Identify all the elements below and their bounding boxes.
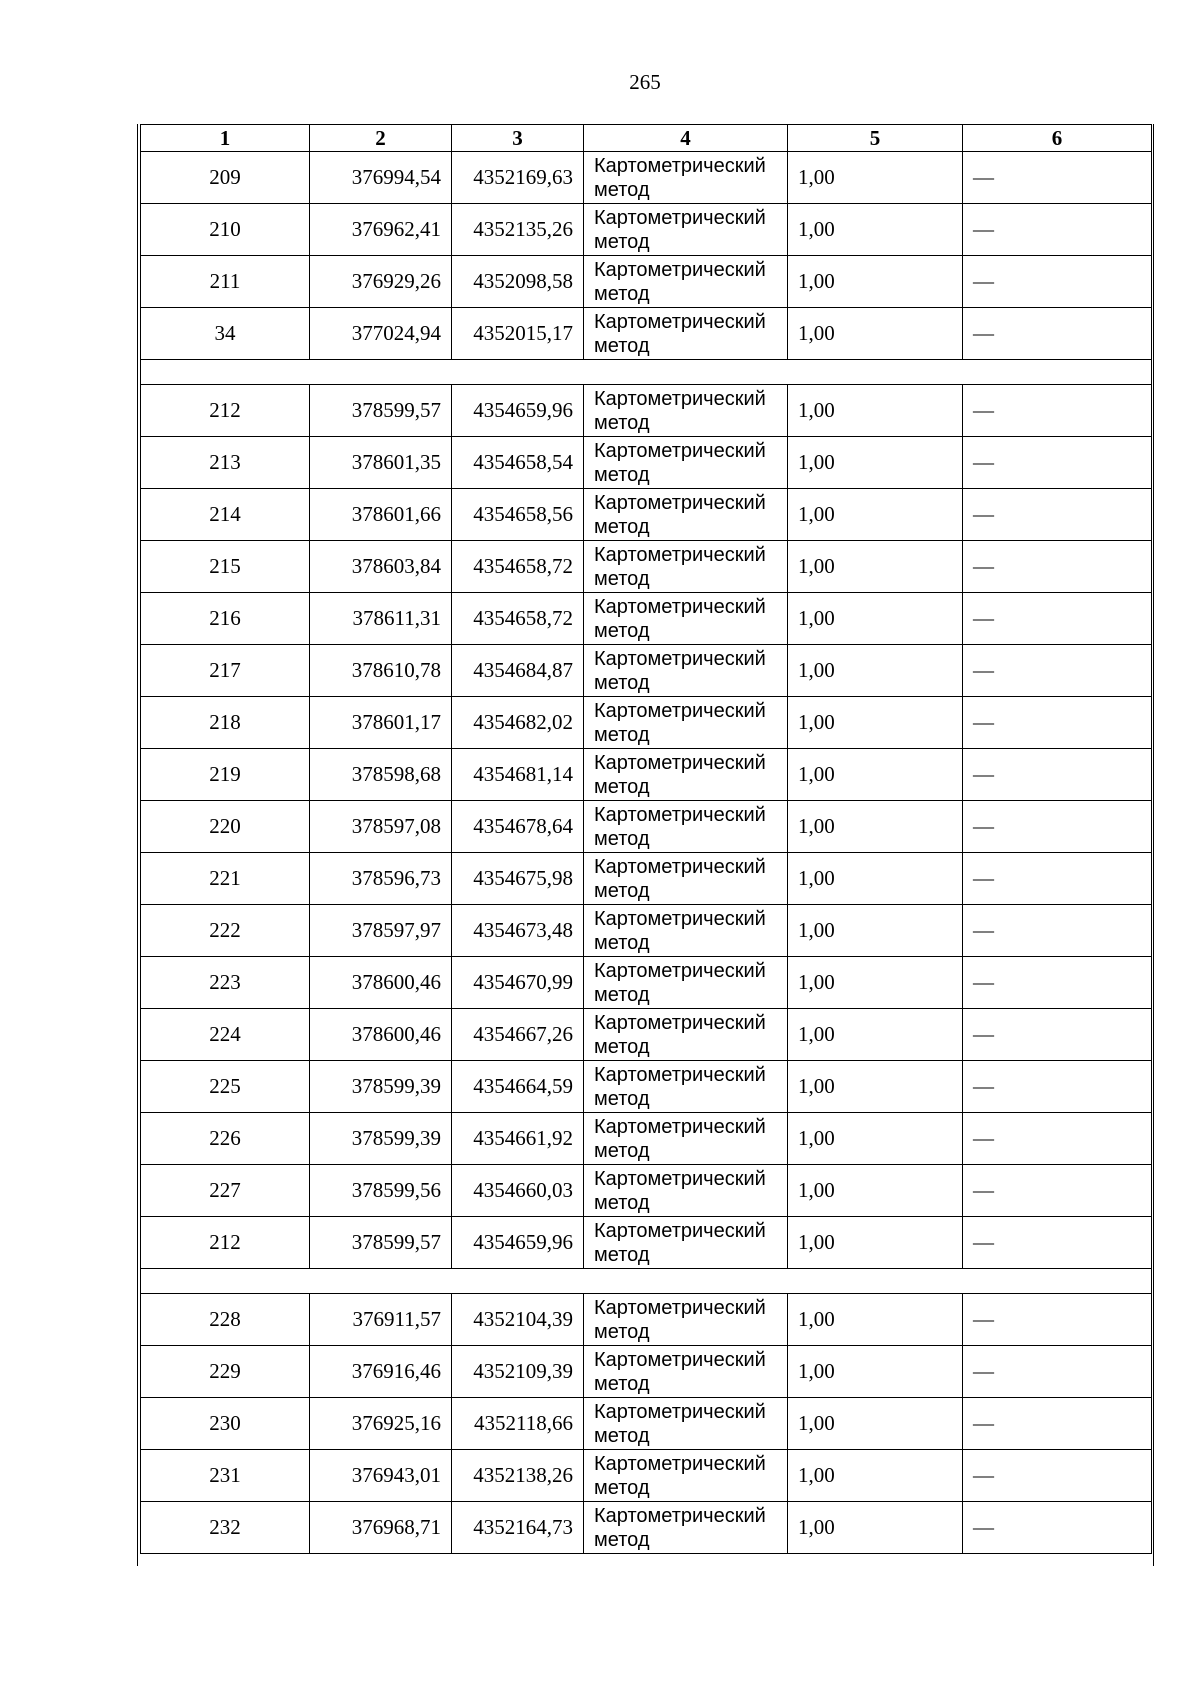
method-line2: метод bbox=[594, 1372, 650, 1395]
method-line1: Картометрический bbox=[594, 206, 766, 229]
table-row bbox=[141, 853, 1152, 905]
method-line1: Картометрический bbox=[594, 751, 766, 774]
method-line2: метод bbox=[594, 411, 650, 434]
table-row bbox=[141, 957, 1152, 1009]
table-row bbox=[141, 308, 1152, 360]
note-cell: — bbox=[963, 1502, 1152, 1554]
method-cell bbox=[584, 853, 788, 905]
method-line2: метод bbox=[594, 671, 650, 694]
precision-cell: 1,00 bbox=[788, 1502, 963, 1554]
y-coordinate-cell: 4354684,87 bbox=[452, 645, 584, 697]
note-cell: — bbox=[963, 1346, 1152, 1398]
method-line2: метод bbox=[594, 983, 650, 1006]
note-cell: — bbox=[963, 749, 1152, 801]
y-coordinate-cell: 4352135,26 bbox=[452, 204, 584, 256]
point-number-cell: 34 bbox=[141, 308, 310, 360]
method-line2: метод bbox=[594, 1087, 650, 1110]
y-coordinate-cell: 4352104,39 bbox=[452, 1294, 584, 1346]
x-coordinate-cell: 378603,84 bbox=[310, 541, 452, 593]
point-number-cell: 225 bbox=[141, 1061, 310, 1113]
table-row bbox=[141, 1294, 1152, 1346]
note-cell: — bbox=[963, 697, 1152, 749]
point-number-cell: 226 bbox=[141, 1113, 310, 1165]
method-line2: метод bbox=[594, 619, 650, 642]
y-coordinate-cell: 4354673,48 bbox=[452, 905, 584, 957]
precision-cell: 1,00 bbox=[788, 1165, 963, 1217]
method-cell bbox=[584, 905, 788, 957]
method-line2: метод bbox=[594, 230, 650, 253]
table-row bbox=[141, 541, 1152, 593]
table-header-row bbox=[141, 125, 1152, 152]
x-coordinate-cell: 376929,26 bbox=[310, 256, 452, 308]
method-line1: Картометрический bbox=[594, 1167, 766, 1190]
y-coordinate-cell: 4354675,98 bbox=[452, 853, 584, 905]
method-line1: Картометрический bbox=[594, 310, 766, 333]
precision-cell: 1,00 bbox=[788, 593, 963, 645]
method-line2: метод bbox=[594, 879, 650, 902]
method-line1: Картометрический bbox=[594, 1348, 766, 1371]
note-cell: — bbox=[963, 1398, 1152, 1450]
method-cell bbox=[584, 1294, 788, 1346]
point-number-cell: 229 bbox=[141, 1346, 310, 1398]
method-line1: Картометрический bbox=[594, 803, 766, 826]
method-line1: Картометрический bbox=[594, 1296, 766, 1319]
table-row bbox=[141, 1346, 1152, 1398]
y-coordinate-cell: 4352118,66 bbox=[452, 1398, 584, 1450]
table-row bbox=[141, 645, 1152, 697]
x-coordinate-cell: 378596,73 bbox=[310, 853, 452, 905]
point-number-cell: 221 bbox=[141, 853, 310, 905]
y-coordinate-cell: 4352169,63 bbox=[452, 152, 584, 204]
method-cell bbox=[584, 801, 788, 853]
method-line2: метод bbox=[594, 1243, 650, 1266]
x-coordinate-cell: 378599,56 bbox=[310, 1165, 452, 1217]
point-number-cell: 213 bbox=[141, 437, 310, 489]
note-cell: — bbox=[963, 308, 1152, 360]
table-row bbox=[141, 152, 1152, 204]
method-cell bbox=[584, 1061, 788, 1113]
y-coordinate-cell: 4352164,73 bbox=[452, 1502, 584, 1554]
y-coordinate-cell: 4354659,96 bbox=[452, 1217, 584, 1269]
x-coordinate-cell: 378601,35 bbox=[310, 437, 452, 489]
column-header: 1 bbox=[141, 125, 310, 152]
x-coordinate-cell: 378598,68 bbox=[310, 749, 452, 801]
y-coordinate-cell: 4354681,14 bbox=[452, 749, 584, 801]
point-number-cell: 217 bbox=[141, 645, 310, 697]
precision-cell: 1,00 bbox=[788, 152, 963, 204]
table-spacer-row bbox=[141, 360, 1152, 385]
table-row bbox=[141, 204, 1152, 256]
method-line1: Картометрический bbox=[594, 595, 766, 618]
note-cell: — bbox=[963, 1061, 1152, 1113]
note-cell: — bbox=[963, 957, 1152, 1009]
point-number-cell: 218 bbox=[141, 697, 310, 749]
method-line2: метод bbox=[594, 334, 650, 357]
method-line1: Картометрический bbox=[594, 439, 766, 462]
method-cell bbox=[584, 1346, 788, 1398]
table-row bbox=[141, 489, 1152, 541]
point-number-cell: 223 bbox=[141, 957, 310, 1009]
method-cell bbox=[584, 1502, 788, 1554]
x-coordinate-cell: 378600,46 bbox=[310, 1009, 452, 1061]
x-coordinate-cell: 378597,08 bbox=[310, 801, 452, 853]
column-header: 5 bbox=[788, 125, 963, 152]
precision-cell: 1,00 bbox=[788, 1113, 963, 1165]
method-cell bbox=[584, 489, 788, 541]
method-line1: Картометрический bbox=[594, 387, 766, 410]
table-row bbox=[141, 256, 1152, 308]
precision-cell: 1,00 bbox=[788, 1061, 963, 1113]
method-cell bbox=[584, 437, 788, 489]
precision-cell: 1,00 bbox=[788, 437, 963, 489]
method-cell bbox=[584, 1398, 788, 1450]
y-coordinate-cell: 4354670,99 bbox=[452, 957, 584, 1009]
method-line1: Картометрический bbox=[594, 1115, 766, 1138]
precision-cell: 1,00 bbox=[788, 1294, 963, 1346]
method-cell bbox=[584, 204, 788, 256]
method-cell bbox=[584, 957, 788, 1009]
method-line1: Картометрический bbox=[594, 1400, 766, 1423]
precision-cell: 1,00 bbox=[788, 1450, 963, 1502]
method-line1: Картометрический bbox=[594, 1063, 766, 1086]
point-number-cell: 219 bbox=[141, 749, 310, 801]
point-number-cell: 209 bbox=[141, 152, 310, 204]
method-cell bbox=[584, 697, 788, 749]
method-cell bbox=[584, 1165, 788, 1217]
table-row bbox=[141, 749, 1152, 801]
point-number-cell: 214 bbox=[141, 489, 310, 541]
method-cell bbox=[584, 308, 788, 360]
note-cell: — bbox=[963, 593, 1152, 645]
note-cell: — bbox=[963, 204, 1152, 256]
note-cell: — bbox=[963, 1217, 1152, 1269]
point-number-cell: 230 bbox=[141, 1398, 310, 1450]
point-number-cell: 231 bbox=[141, 1450, 310, 1502]
x-coordinate-cell: 378601,17 bbox=[310, 697, 452, 749]
x-coordinate-cell: 376994,54 bbox=[310, 152, 452, 204]
table-row bbox=[141, 1113, 1152, 1165]
y-coordinate-cell: 4352109,39 bbox=[452, 1346, 584, 1398]
method-cell bbox=[584, 541, 788, 593]
precision-cell: 1,00 bbox=[788, 749, 963, 801]
note-cell: — bbox=[963, 1165, 1152, 1217]
precision-cell: 1,00 bbox=[788, 1346, 963, 1398]
table-row bbox=[141, 1502, 1152, 1554]
method-line1: Картометрический bbox=[594, 1504, 766, 1527]
point-number-cell: 228 bbox=[141, 1294, 310, 1346]
column-header: 6 bbox=[963, 125, 1152, 152]
table-spacer-row bbox=[141, 1269, 1152, 1294]
table-row bbox=[141, 1165, 1152, 1217]
table-outer-border-left bbox=[137, 124, 138, 1566]
point-number-cell: 220 bbox=[141, 801, 310, 853]
y-coordinate-cell: 4354658,54 bbox=[452, 437, 584, 489]
precision-cell: 1,00 bbox=[788, 1398, 963, 1450]
point-number-cell: 212 bbox=[141, 385, 310, 437]
y-coordinate-cell: 4352098,58 bbox=[452, 256, 584, 308]
precision-cell: 1,00 bbox=[788, 905, 963, 957]
precision-cell: 1,00 bbox=[788, 308, 963, 360]
x-coordinate-cell: 376943,01 bbox=[310, 1450, 452, 1502]
table-row bbox=[141, 385, 1152, 437]
table-row bbox=[141, 593, 1152, 645]
method-line1: Картометрический bbox=[594, 1011, 766, 1034]
y-coordinate-cell: 4354658,72 bbox=[452, 541, 584, 593]
table-row bbox=[141, 1398, 1152, 1450]
point-number-cell: 227 bbox=[141, 1165, 310, 1217]
method-line1: Картометрический bbox=[594, 855, 766, 878]
x-coordinate-cell: 376916,46 bbox=[310, 1346, 452, 1398]
page-number: 265 bbox=[629, 70, 661, 94]
method-line2: метод bbox=[594, 1139, 650, 1162]
method-line2: метод bbox=[594, 515, 650, 538]
method-line1: Картометрический bbox=[594, 1219, 766, 1242]
y-coordinate-cell: 4354660,03 bbox=[452, 1165, 584, 1217]
method-line2: метод bbox=[594, 1035, 650, 1058]
precision-cell: 1,00 bbox=[788, 385, 963, 437]
method-line2: метод bbox=[594, 567, 650, 590]
table-outer-border-right bbox=[1153, 124, 1154, 1566]
table-row bbox=[141, 697, 1152, 749]
column-header: 2 bbox=[310, 125, 452, 152]
precision-cell: 1,00 bbox=[788, 1217, 963, 1269]
table-row bbox=[141, 1061, 1152, 1113]
method-line1: Картометрический bbox=[594, 907, 766, 930]
x-coordinate-cell: 378599,39 bbox=[310, 1061, 452, 1113]
method-cell bbox=[584, 256, 788, 308]
note-cell: — bbox=[963, 541, 1152, 593]
method-cell bbox=[584, 385, 788, 437]
note-cell: — bbox=[963, 437, 1152, 489]
x-coordinate-cell: 376968,71 bbox=[310, 1502, 452, 1554]
y-coordinate-cell: 4354661,92 bbox=[452, 1113, 584, 1165]
method-line2: метод bbox=[594, 827, 650, 850]
note-cell: — bbox=[963, 256, 1152, 308]
method-line1: Картометрический bbox=[594, 491, 766, 514]
y-coordinate-cell: 4354658,72 bbox=[452, 593, 584, 645]
note-cell: — bbox=[963, 152, 1152, 204]
table-row bbox=[141, 905, 1152, 957]
method-line1: Картометрический bbox=[594, 699, 766, 722]
y-coordinate-cell: 4352015,17 bbox=[452, 308, 584, 360]
precision-cell: 1,00 bbox=[788, 853, 963, 905]
x-coordinate-cell: 376925,16 bbox=[310, 1398, 452, 1450]
x-coordinate-cell: 378599,39 bbox=[310, 1113, 452, 1165]
point-number-cell: 216 bbox=[141, 593, 310, 645]
method-cell bbox=[584, 152, 788, 204]
precision-cell: 1,00 bbox=[788, 541, 963, 593]
method-line2: метод bbox=[594, 1476, 650, 1499]
point-number-cell: 210 bbox=[141, 204, 310, 256]
method-line2: метод bbox=[594, 723, 650, 746]
note-cell: — bbox=[963, 1294, 1152, 1346]
point-number-cell: 222 bbox=[141, 905, 310, 957]
precision-cell: 1,00 bbox=[788, 697, 963, 749]
note-cell: — bbox=[963, 645, 1152, 697]
table-row bbox=[141, 1009, 1152, 1061]
y-coordinate-cell: 4354682,02 bbox=[452, 697, 584, 749]
x-coordinate-cell: 377024,94 bbox=[310, 308, 452, 360]
point-number-cell: 232 bbox=[141, 1502, 310, 1554]
method-cell bbox=[584, 645, 788, 697]
y-coordinate-cell: 4354664,59 bbox=[452, 1061, 584, 1113]
column-header: 4 bbox=[584, 125, 788, 152]
x-coordinate-cell: 378601,66 bbox=[310, 489, 452, 541]
method-cell bbox=[584, 593, 788, 645]
table-row bbox=[141, 1450, 1152, 1502]
method-line2: метод bbox=[594, 1528, 650, 1551]
method-line1: Картометрический bbox=[594, 647, 766, 670]
y-coordinate-cell: 4354659,96 bbox=[452, 385, 584, 437]
method-cell bbox=[584, 1217, 788, 1269]
note-cell: — bbox=[963, 801, 1152, 853]
precision-cell: 1,00 bbox=[788, 204, 963, 256]
method-line2: метод bbox=[594, 931, 650, 954]
coordinates-table bbox=[140, 124, 1152, 1554]
method-line2: метод bbox=[594, 282, 650, 305]
method-line2: метод bbox=[594, 1424, 650, 1447]
method-line1: Картометрический bbox=[594, 258, 766, 281]
x-coordinate-cell: 378610,78 bbox=[310, 645, 452, 697]
point-number-cell: 212 bbox=[141, 1217, 310, 1269]
note-cell: — bbox=[963, 489, 1152, 541]
note-cell: — bbox=[963, 1009, 1152, 1061]
table-row bbox=[141, 801, 1152, 853]
x-coordinate-cell: 378600,46 bbox=[310, 957, 452, 1009]
spacer-cell bbox=[141, 360, 1152, 385]
method-line1: Картометрический bbox=[594, 543, 766, 566]
method-cell bbox=[584, 1113, 788, 1165]
y-coordinate-cell: 4354658,56 bbox=[452, 489, 584, 541]
note-cell: — bbox=[963, 385, 1152, 437]
x-coordinate-cell: 376911,57 bbox=[310, 1294, 452, 1346]
table-row bbox=[141, 1217, 1152, 1269]
point-number-cell: 215 bbox=[141, 541, 310, 593]
method-line2: метод bbox=[594, 178, 650, 201]
method-line2: метод bbox=[594, 1191, 650, 1214]
x-coordinate-cell: 376962,41 bbox=[310, 204, 452, 256]
x-coordinate-cell: 378597,97 bbox=[310, 905, 452, 957]
note-cell: — bbox=[963, 1113, 1152, 1165]
x-coordinate-cell: 378599,57 bbox=[310, 1217, 452, 1269]
x-coordinate-cell: 378599,57 bbox=[310, 385, 452, 437]
precision-cell: 1,00 bbox=[788, 957, 963, 1009]
precision-cell: 1,00 bbox=[788, 489, 963, 541]
method-cell bbox=[584, 1450, 788, 1502]
point-number-cell: 211 bbox=[141, 256, 310, 308]
method-line2: метод bbox=[594, 463, 650, 486]
method-line1: Картометрический bbox=[594, 959, 766, 982]
note-cell: — bbox=[963, 853, 1152, 905]
note-cell: — bbox=[963, 905, 1152, 957]
column-header: 3 bbox=[452, 125, 584, 152]
spacer-cell bbox=[141, 1269, 1152, 1294]
method-line2: метод bbox=[594, 1320, 650, 1343]
point-number-cell: 224 bbox=[141, 1009, 310, 1061]
note-cell: — bbox=[963, 1450, 1152, 1502]
method-line1: Картометрический bbox=[594, 154, 766, 177]
precision-cell: 1,00 bbox=[788, 801, 963, 853]
precision-cell: 1,00 bbox=[788, 1009, 963, 1061]
method-line2: метод bbox=[594, 775, 650, 798]
method-cell bbox=[584, 1009, 788, 1061]
table-row bbox=[141, 437, 1152, 489]
precision-cell: 1,00 bbox=[788, 256, 963, 308]
method-line1: Картометрический bbox=[594, 1452, 766, 1475]
y-coordinate-cell: 4354678,64 bbox=[452, 801, 584, 853]
method-cell bbox=[584, 749, 788, 801]
y-coordinate-cell: 4352138,26 bbox=[452, 1450, 584, 1502]
y-coordinate-cell: 4354667,26 bbox=[452, 1009, 584, 1061]
table-body bbox=[141, 152, 1152, 1554]
precision-cell: 1,00 bbox=[788, 645, 963, 697]
x-coordinate-cell: 378611,31 bbox=[310, 593, 452, 645]
